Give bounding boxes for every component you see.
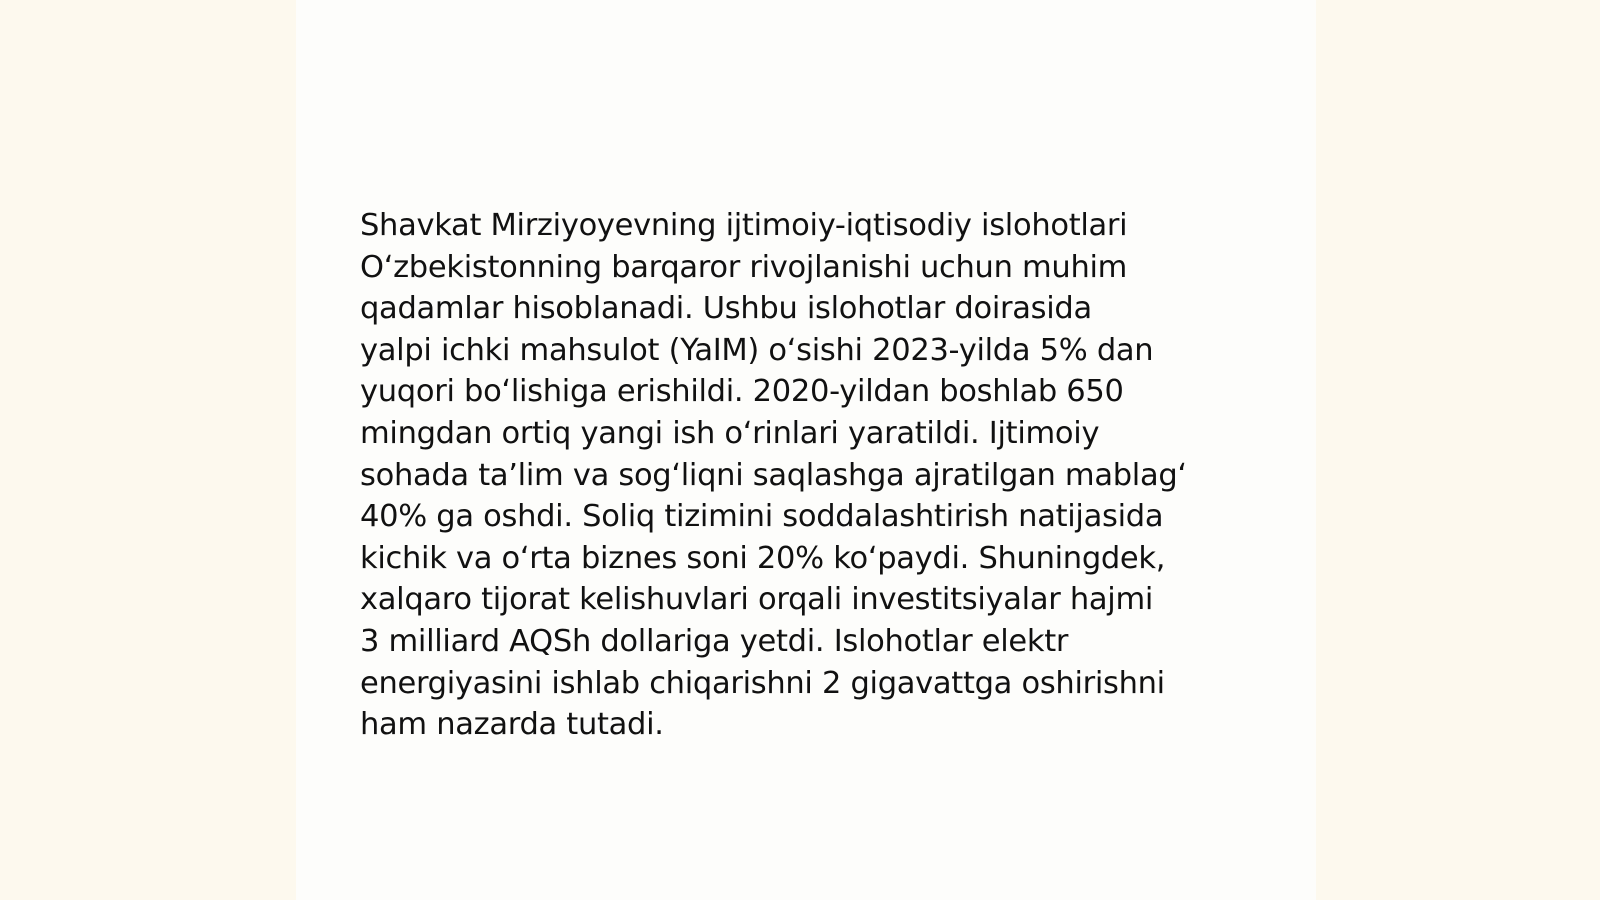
body-paragraph: Shavkat Mirziyoyevning ijtimoiy-iqtisodiy islohotlari O‘zbekistonning barqaror rivojlanishi uchun muhim qadamlar hisoblanadi. Ushbu islohotlar doirasida yalpi ichki mahsulot (YaIM) o‘sishi 2023-yilda 5% dan yuqori bo‘lishiga erishildi. 2020-yildan boshlab 650 mingdan ortiq yangi ish o‘rinlari yaratildi. Ijtimoiy sohada ta’lim va sog‘liqni saqlashga ajratilgan mablag‘ 40% ga oshdi. Soliq tizimini soddalashtirish natijasida kichik va o‘rta biznes soni 20% ko‘paydi. Shuningdek, xalqaro tijorat kelishuvlari orqali investitsiyalar hajmi 3 milliard AQSh dollariga yetdi. Islohotlar elektr energiyasini ishlab chiqarishni 2 gigavattga oshirishni ham nazarda tutadi. bbox=[360, 208, 1187, 743]
